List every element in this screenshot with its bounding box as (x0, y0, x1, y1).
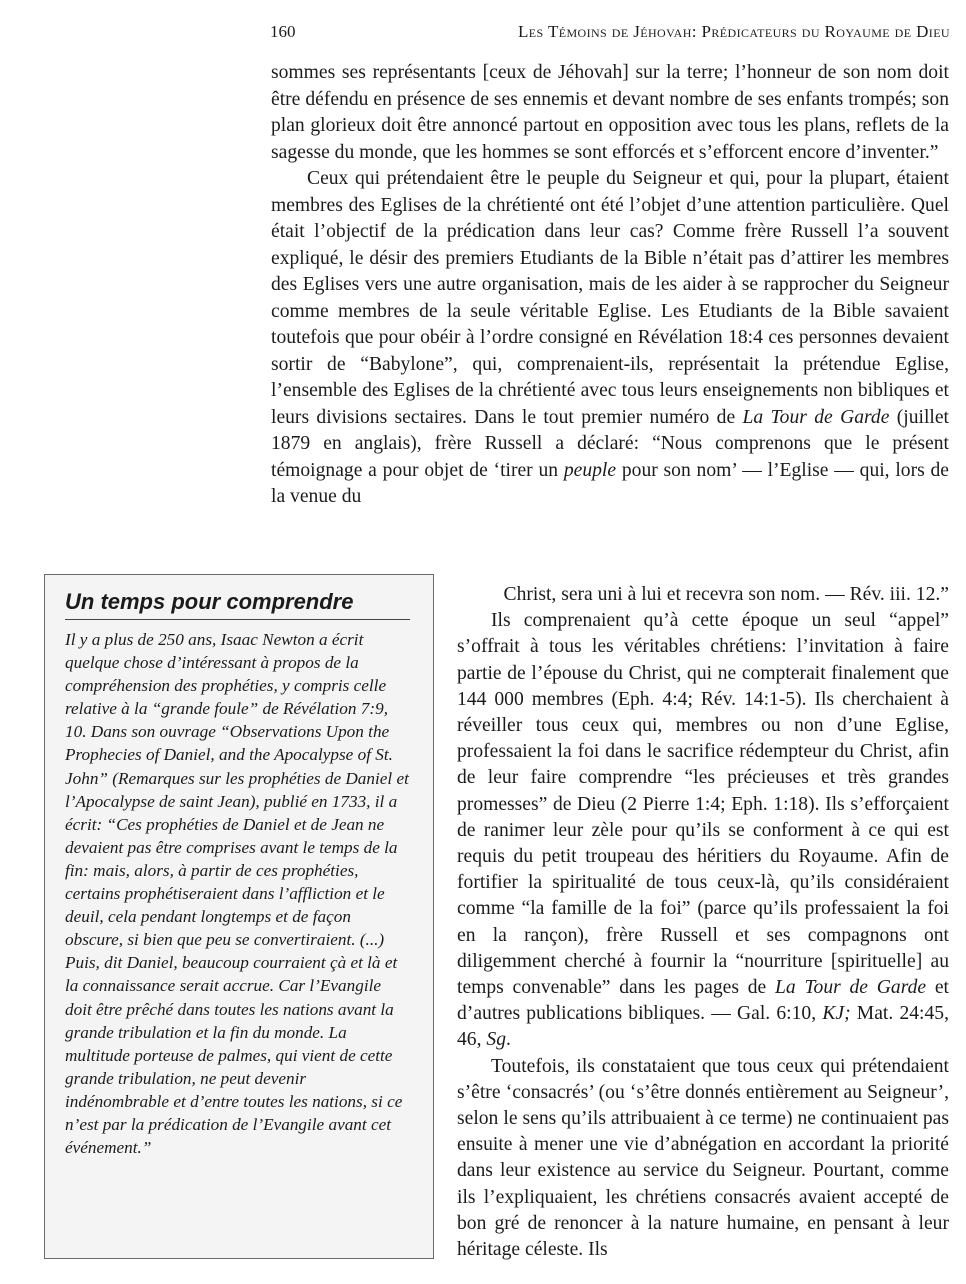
wrapped-text-column (457, 582, 949, 1263)
page-number: 160 (270, 22, 296, 41)
running-title: Les Témoins de Jéhovah: Prédicateurs du Royaume de Dieu (518, 22, 950, 41)
paragraph-text: . (505, 1029, 511, 1051)
sidebar-body: Il y a plus de 250 ans, Isaac Newton a écrit quelque chose d’intéressant à propos de la compréhension des prophéties, y compris celle relative à la “grande foule” de Révélation 7:9, 10. Dans son ouvrage “Observations Upon the Prophecies of Daniel, and the Apocalypse of St. John” (Remarques sur les prophéties de Daniel et l’Apocalypse de saint Jean), publié en 1733, il a écrit: “Ces prophéties de Daniel et de Jean ne devaient pas être comprises avant le temps de la fin: mais, alors, à partir de ces prophéties, certains prophétiseraient dans l’affliction et le deuil, cela pendant longtemps et de façon obscure, si bien que peu se convertiraient. (...) Puis, dit Daniel, beaucoup courraient çà et là et la connaissance serait accrue. Car l’Evangile doit être prêché dans toutes les nations avant la grande tribulation et la fin du monde. La multitude porteuse de palmes, qui vient de cette grande tribulation, ne peut devenir indénombrable et d’entre toutes les nations, si ce n’est par la prédication de l’Evangile avant cet événement.” (65, 630, 409, 1158)
paragraph-text: (juillet 1879 en anglais), frère Russell a déclaré: “Nous comprenons que le présent témoignage a pour objet de ‘tirer un (271, 406, 949, 481)
paragraph-continued: sommes ses représentants [ceux de Jéhovah] sur la terre; l’honneur de son nom doit être défendu en présence de ses ennemis et devant nombre de ses enfants trompés; son plan glorieux doit être annoncé partout en opposition avec tous les plans, reflets de la sagesse du monde, que les hommes se sont efforcés et s’efforcent encore d’inventer.” (271, 62, 949, 163)
sidebar-box (44, 574, 434, 1259)
bible-version-abbr: KJ; (822, 1003, 851, 1025)
paragraph-text: Ils comprenaient qu’à cette époque un seul “appel” s’offrait à tous les véritables chrétiens: l’invitation à faire partie de l’épouse du Christ, qui ne compterait finalement que 144 000 membres (Eph. 4:4; Rév. 14:1-5). Ils cherchaient à réveiller tous ceux qui, membres ou non d’une Eglise, professaient la foi dans le sacrifice rédempteur du Christ, afin de leur faire comprendre “les précieuses et très grandes promesses” de Dieu (2 Pierre 1:4; Eph. 1:18). Ils s’efforçaient de ranimer leur zèle pour qu’ils se conforment à ce qui est requis du petit troupeau des héritiers du Royaume. Afin de fortifier la spiritualité de tous ceux-là, qu’ils considéraient comme “la famille de la foi” (parce qu’ils professaient la foi en la rançon), frère Russell et ses compagnons ont diligemment cherché à fournir la “nourriture [spirituelle] au temps convenable” dans les pages de (457, 610, 949, 999)
paragraph-churches-end: Christ, sera uni à lui et recevra son nom. — Rév. iii. 12.” (503, 584, 949, 605)
page-header (270, 18, 950, 46)
sidebar-title: Un temps pour comprendre (65, 589, 410, 620)
paragraph-text: Mat. 24:45, 46, (457, 1003, 949, 1051)
page-bottom-margin (0, 1270, 966, 1284)
publication-title: La Tour de Garde (775, 977, 927, 999)
paragraph-text: et d’autres publications bibliques. — Gal. 6:10, (457, 977, 949, 1025)
paragraph-text: Ceux qui prétendaient être le peuple du Seigneur et qui, pour la plupart, étaient membres des Eglises de la chrétienté ont été l’objet d’une attention particulière. Quel était l’objectif de la prédication dans leur cas? Comme frère Russell l’a souvent expliqué, le désir des premiers Etudiants de la Bible n’était pas d’attirer les membres des Eglises vers une autre organisation, mais de les aider à se rapprocher du Seigneur comme membres de la seule véritable Eglise. Les Etudiants de la Bible savaient toutefois que pour obéir à l’ordre consigné en Révélation 18:4 ces personnes devaient sortir de “Babylone”, qui, comprenaient-ils, représentait la prétendue Eglise, l’ensemble des Eglises de la chrétienté avec tous leurs enseignements non bibliques et leurs divisions sectaires. Dans le tout premier numéro de (271, 168, 949, 428)
paragraph-calling (457, 608, 949, 1053)
emphasized-word: peuple (563, 459, 617, 481)
paragraph-churches (271, 166, 949, 511)
bible-version-abbr: Sg (486, 1029, 506, 1051)
publication-title: La Tour de Garde (742, 406, 890, 428)
main-text-column (271, 60, 949, 511)
paragraph-text: pour son nom’ — l’Eglise — qui, lors de la venue du (271, 459, 950, 507)
paragraph-consecration: Toutefois, ils constataient que tous ceux qui prétendaient s’être ‘consacrés’ (ou ‘s’être donnés entièrement au Seigneur’, selon le sens qu’ils attribuaient à ce terme) ne continuaient pas ensuite à mener une vie d’abnégation en accordant la priorité dans leur existence au service du Seigneur. Pourtant, comme ils l’expliquaient, les chrétiens consacrés avaient accepté de bon gré de renoncer à la nature humaine, en pensant à leur héritage céleste. Ils (457, 1055, 949, 1261)
